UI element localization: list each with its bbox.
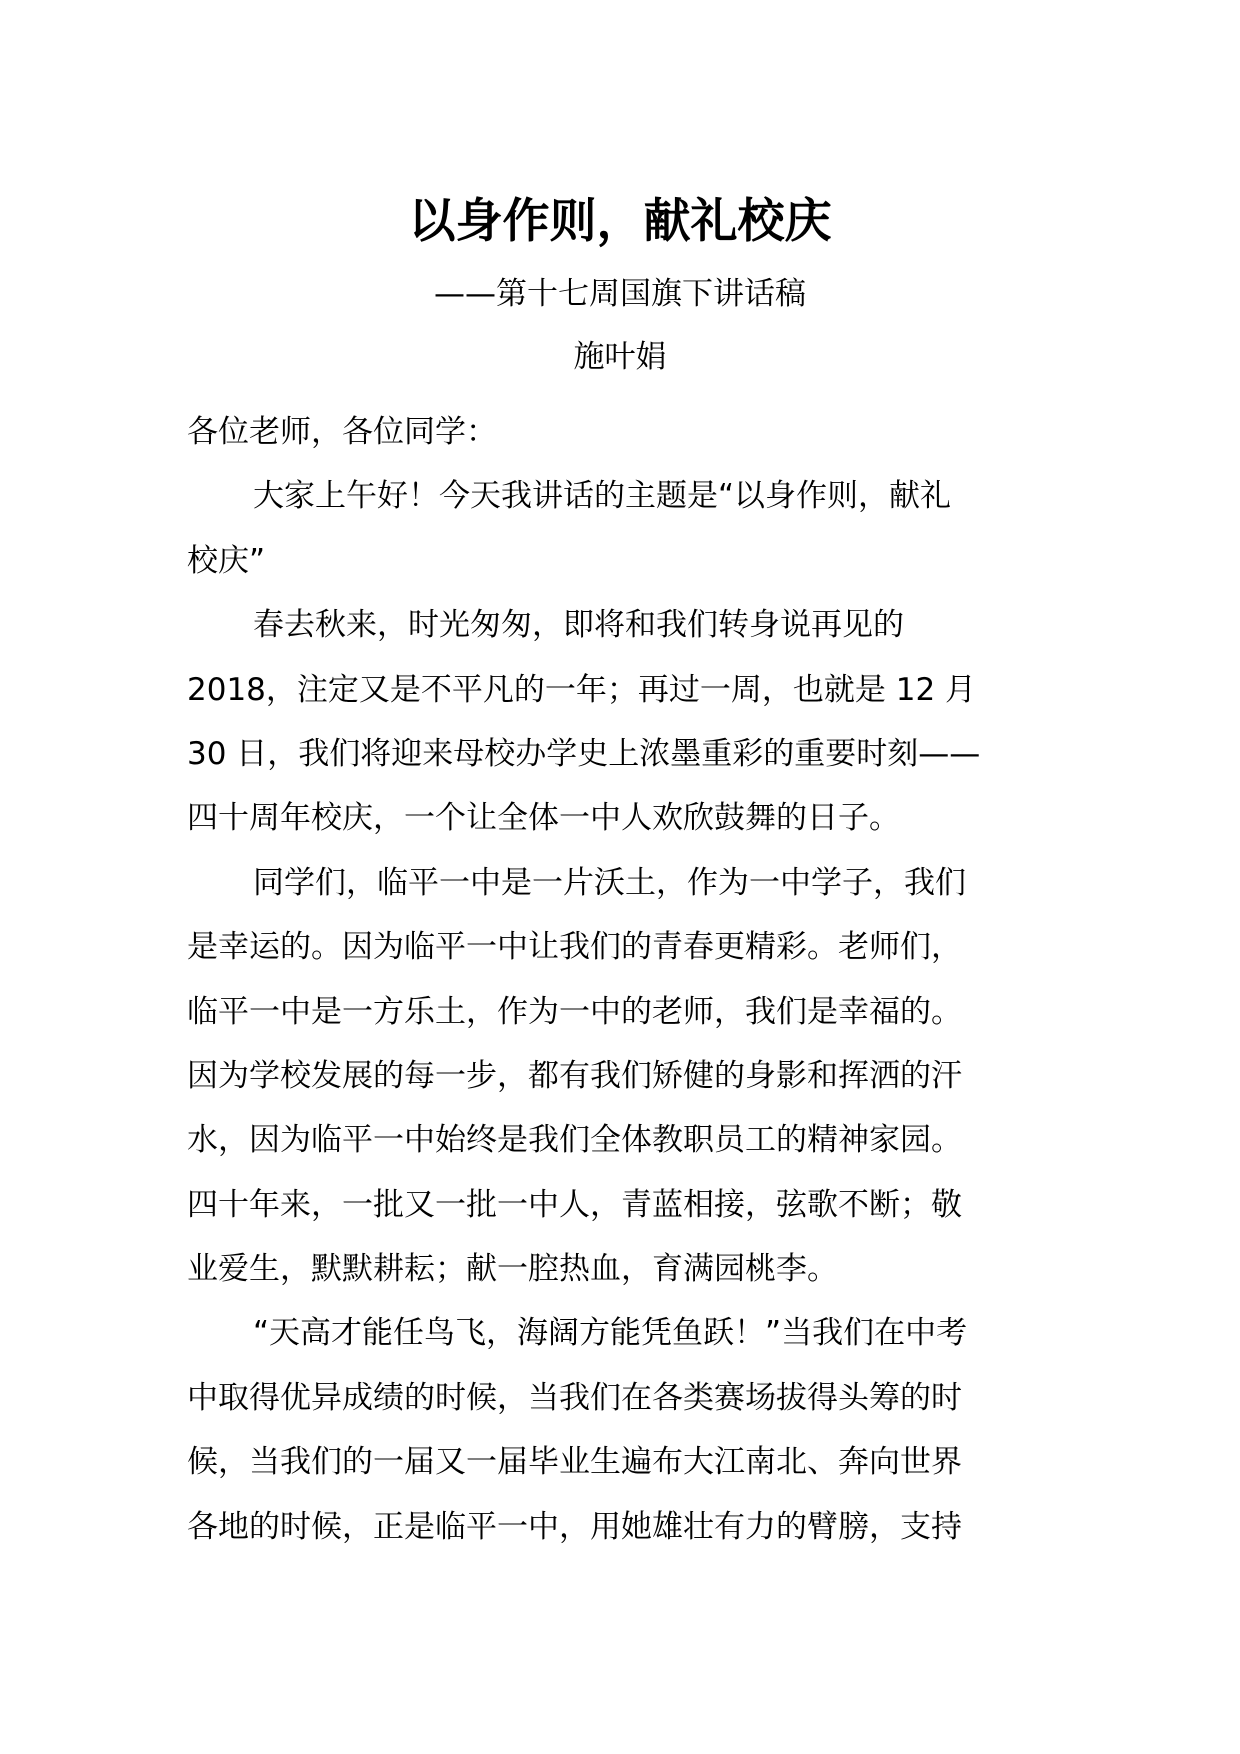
body-line: 校庆” bbox=[187, 542, 266, 579]
salutation-line: 各位老师，各位同学： bbox=[187, 414, 497, 450]
body-line: 业爱生，默默耕耘；献一腔热血，育满园桃李。 bbox=[187, 1251, 838, 1288]
body-line: 2018，注定又是不平凡的一年；再过一周，也就是 12 月 bbox=[187, 671, 977, 708]
body-line: “天高才能任鸟飞，海阔方能凭鱼跃！”当我们在中考 bbox=[253, 1315, 968, 1352]
document-author: 施叶娟 bbox=[573, 339, 667, 375]
body-line: 四十年来，一批又一批一中人，青蓝相接，弦歌不断；敬 bbox=[187, 1186, 962, 1223]
body-line: 候，当我们的一届又一届毕业生遍布大江南北、奔向世界 bbox=[187, 1444, 962, 1481]
body-line: 春去秋来，时光匆匆，即将和我们转身说再见的 bbox=[253, 607, 904, 644]
body-line: 同学们，临平一中是一片沃土，作为一中学子，我们 bbox=[253, 864, 966, 901]
body-line: 四十周年校庆，一个让全体一中人欢欣鼓舞的日子。 bbox=[187, 800, 900, 837]
body-line: 各地的时候，正是临平一中，用她雄壮有力的臂膀，支持 bbox=[187, 1508, 962, 1545]
body-line: 水，因为临平一中始终是我们全体教职员工的精神家园。 bbox=[187, 1122, 962, 1159]
body-line: 30 日，我们将迎来母校办学史上浓墨重彩的重要时刻—— bbox=[187, 735, 981, 772]
body-line: 临平一中是一方乐土，作为一中的老师，我们是幸福的。 bbox=[187, 993, 962, 1030]
document-body bbox=[187, 400, 1057, 1559]
body-line: 中取得优异成绩的时候，当我们在各类赛场拔得头筹的时 bbox=[187, 1379, 962, 1416]
document-subtitle: ——第十七周国旗下讲话稿 bbox=[434, 276, 806, 312]
document-title: 以身作则，献礼校庆 bbox=[408, 194, 832, 249]
body-line: 是幸运的。因为临平一中让我们的青春更精彩。老师们， bbox=[187, 929, 962, 966]
body-line: 因为学校发展的每一步，都有我们矫健的身影和挥洒的汗 bbox=[187, 1057, 962, 1094]
body-line: 大家上午好！今天我讲话的主题是“以身作则，献礼 bbox=[253, 478, 952, 515]
